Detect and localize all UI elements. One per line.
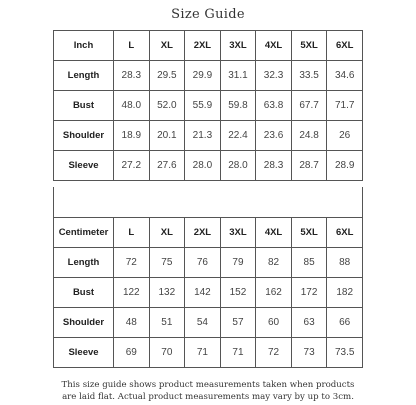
note-line: are laid flat. Actual product measurements may vary by up to 3cm. — [62, 392, 354, 402]
table-cell: 73.5 — [327, 338, 363, 368]
table-cell: 29.9 — [185, 61, 221, 91]
table-row — [54, 308, 363, 338]
size-header: XL — [149, 31, 185, 61]
centimeter-size-table — [53, 217, 363, 368]
table-cell: 63 — [291, 308, 327, 338]
table-cell: 60 — [256, 308, 292, 338]
table-cell: 28.0 — [185, 151, 221, 181]
table-cell: 69 — [114, 338, 150, 368]
table-cell: 88 — [327, 248, 363, 278]
table-cell: 23.6 — [256, 121, 292, 151]
table-cell: 33.5 — [291, 61, 327, 91]
table-cell: 55.9 — [185, 91, 221, 121]
inch-size-table — [53, 30, 363, 181]
table-cell: 18.9 — [114, 121, 150, 151]
table-cell: 57 — [220, 308, 256, 338]
table-cell: 28.0 — [220, 151, 256, 181]
unit-label: Inch — [54, 31, 114, 61]
size-header: L — [114, 31, 150, 61]
table-cell: 122 — [114, 278, 150, 308]
table-row — [54, 151, 363, 181]
table-cell: 27.2 — [114, 151, 150, 181]
table-cell: 59.8 — [220, 91, 256, 121]
table-cell: 34.6 — [327, 61, 363, 91]
table-cell: 27.6 — [149, 151, 185, 181]
row-label: Shoulder — [54, 308, 114, 338]
page-title: Size Guide — [171, 7, 245, 22]
table-cell: 63.8 — [256, 91, 292, 121]
size-header: 4XL — [256, 31, 292, 61]
table-cell: 70 — [149, 338, 185, 368]
table-cell: 54 — [185, 308, 221, 338]
table-cell: 71 — [185, 338, 221, 368]
row-label: Bust — [54, 91, 114, 121]
table-cell: 31.1 — [220, 61, 256, 91]
table-cell: 82 — [256, 248, 292, 278]
table-cell: 24.8 — [291, 121, 327, 151]
table-cell: 28.3 — [256, 151, 292, 181]
table-cell: 72 — [256, 338, 292, 368]
size-header: 3XL — [220, 218, 256, 248]
size-header: L — [114, 218, 150, 248]
table-spacer — [53, 187, 363, 217]
size-header: 5XL — [291, 218, 327, 248]
row-label: Length — [54, 248, 114, 278]
table-cell: 67.7 — [291, 91, 327, 121]
size-header: 2XL — [185, 31, 221, 61]
size-header: 4XL — [256, 218, 292, 248]
size-header: 5XL — [291, 31, 327, 61]
size-header: 2XL — [185, 218, 221, 248]
size-header: 6XL — [327, 218, 363, 248]
table-cell: 85 — [291, 248, 327, 278]
size-header: 3XL — [220, 31, 256, 61]
table-cell: 48 — [114, 308, 150, 338]
table-row — [54, 248, 363, 278]
table-cell: 132 — [149, 278, 185, 308]
table-cell: 32.3 — [256, 61, 292, 91]
table-cell: 71.7 — [327, 91, 363, 121]
table-row — [54, 121, 363, 151]
table-row — [54, 338, 363, 368]
table-row — [54, 61, 363, 91]
measurement-note — [0, 379, 416, 403]
table-cell: 52.0 — [149, 91, 185, 121]
table-cell: 22.4 — [220, 121, 256, 151]
table-header-row — [54, 218, 363, 248]
row-label: Sleeve — [54, 338, 114, 368]
table-cell: 48.0 — [114, 91, 150, 121]
size-header: 6XL — [327, 31, 363, 61]
table-row — [54, 91, 363, 121]
table-cell: 51 — [149, 308, 185, 338]
table-cell: 72 — [114, 248, 150, 278]
row-label: Bust — [54, 278, 114, 308]
note-line: This size guide shows product measurements taken when products — [61, 380, 355, 390]
table-header-row — [54, 31, 363, 61]
row-label: Shoulder — [54, 121, 114, 151]
row-label: Length — [54, 61, 114, 91]
unit-label: Centimeter — [54, 218, 114, 248]
size-header: XL — [149, 218, 185, 248]
table-cell: 20.1 — [149, 121, 185, 151]
table-cell: 73 — [291, 338, 327, 368]
table-cell: 152 — [220, 278, 256, 308]
table-cell: 28.3 — [114, 61, 150, 91]
table-cell: 182 — [327, 278, 363, 308]
table-cell: 28.9 — [327, 151, 363, 181]
table-cell: 71 — [220, 338, 256, 368]
table-row — [54, 278, 363, 308]
row-label: Sleeve — [54, 151, 114, 181]
table-cell: 172 — [291, 278, 327, 308]
table-cell: 29.5 — [149, 61, 185, 91]
table-cell: 28.7 — [291, 151, 327, 181]
table-cell: 21.3 — [185, 121, 221, 151]
table-cell: 162 — [256, 278, 292, 308]
table-cell: 75 — [149, 248, 185, 278]
table-cell: 79 — [220, 248, 256, 278]
table-cell: 26 — [327, 121, 363, 151]
table-cell: 76 — [185, 248, 221, 278]
table-cell: 66 — [327, 308, 363, 338]
table-cell: 142 — [185, 278, 221, 308]
